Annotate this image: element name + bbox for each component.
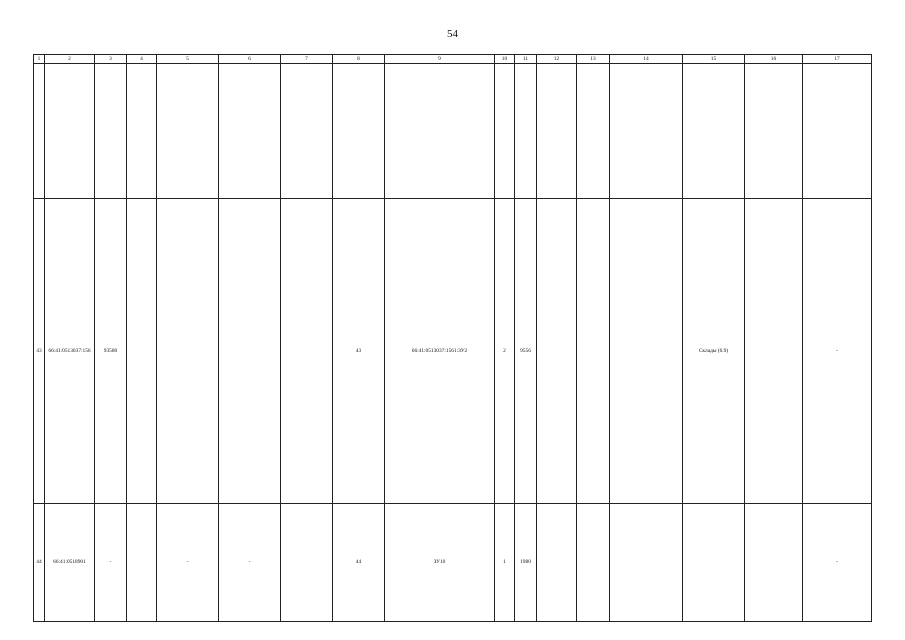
table-cell: 1: [495, 504, 515, 622]
column-number: 16: [745, 55, 803, 64]
table-cell: [577, 64, 610, 199]
table-cell: [281, 504, 333, 622]
table-cell: -: [157, 504, 219, 622]
table-cell: [803, 64, 872, 199]
table-cell: [127, 64, 157, 199]
table-row: [34, 199, 872, 504]
table-cell: Склады (6.9): [683, 199, 745, 504]
table-cell: [34, 64, 45, 199]
table-cell: [95, 64, 127, 199]
column-number: 2: [45, 55, 95, 64]
table-cell: [610, 199, 683, 504]
column-number: 7: [281, 55, 333, 64]
column-number: 12: [537, 55, 577, 64]
column-number: 9: [385, 55, 495, 64]
column-number-row: [34, 55, 872, 64]
column-number: 10: [495, 55, 515, 64]
table-cell: 44: [34, 504, 45, 622]
table-cell: 9556: [515, 199, 537, 504]
table-cell: [385, 64, 495, 199]
table-cell: [537, 199, 577, 504]
table-cell: [683, 64, 745, 199]
table-cell: [610, 64, 683, 199]
column-number: 5: [157, 55, 219, 64]
table-cell: [610, 504, 683, 622]
table-cell: 1980: [515, 504, 537, 622]
column-number: 14: [610, 55, 683, 64]
table-cell: [537, 504, 577, 622]
table-cell: [219, 64, 281, 199]
table-cell: [333, 64, 385, 199]
table-cell: [577, 504, 610, 622]
table-cell: [127, 199, 157, 504]
column-number: 13: [577, 55, 610, 64]
table-cell: -: [219, 504, 281, 622]
table-cell: [745, 199, 803, 504]
table-cell: 66:41:0513037:1561:ЗУ2: [385, 199, 495, 504]
table-cell: [219, 199, 281, 504]
table-cell: [157, 199, 219, 504]
table-row: [34, 504, 872, 622]
column-number: 1: [34, 55, 45, 64]
column-number: 4: [127, 55, 157, 64]
table-cell: -: [803, 199, 872, 504]
table-row: [34, 64, 872, 199]
table-cell: [745, 504, 803, 622]
table-cell: ЗУ10: [385, 504, 495, 622]
column-number: 8: [333, 55, 385, 64]
land-plots-table: [33, 54, 872, 622]
column-number: 11: [515, 55, 537, 64]
table-cell: 66:41:0513037:156: [45, 199, 95, 504]
table-cell: 43: [34, 199, 45, 504]
table-cell: [577, 199, 610, 504]
table-cell: [683, 504, 745, 622]
table-cell: [45, 64, 95, 199]
table-cell: 44: [333, 504, 385, 622]
column-number: 6: [219, 55, 281, 64]
table-cell: 93580: [95, 199, 127, 504]
table-cell: [281, 199, 333, 504]
column-number: 15: [683, 55, 745, 64]
column-number: 17: [803, 55, 872, 64]
table-cell: -: [803, 504, 872, 622]
table-cell: [515, 64, 537, 199]
table-cell: [281, 64, 333, 199]
table-cell: [745, 64, 803, 199]
table-cell: -: [95, 504, 127, 622]
table-cell: [127, 504, 157, 622]
table-cell: 2: [495, 199, 515, 504]
table-cell: 66:41:0518901: [45, 504, 95, 622]
table-cell: [157, 64, 219, 199]
table-cell: [495, 64, 515, 199]
column-number: 3: [95, 55, 127, 64]
table-cell: 43: [333, 199, 385, 504]
table-cell: [537, 64, 577, 199]
page-number: 54: [447, 28, 458, 40]
